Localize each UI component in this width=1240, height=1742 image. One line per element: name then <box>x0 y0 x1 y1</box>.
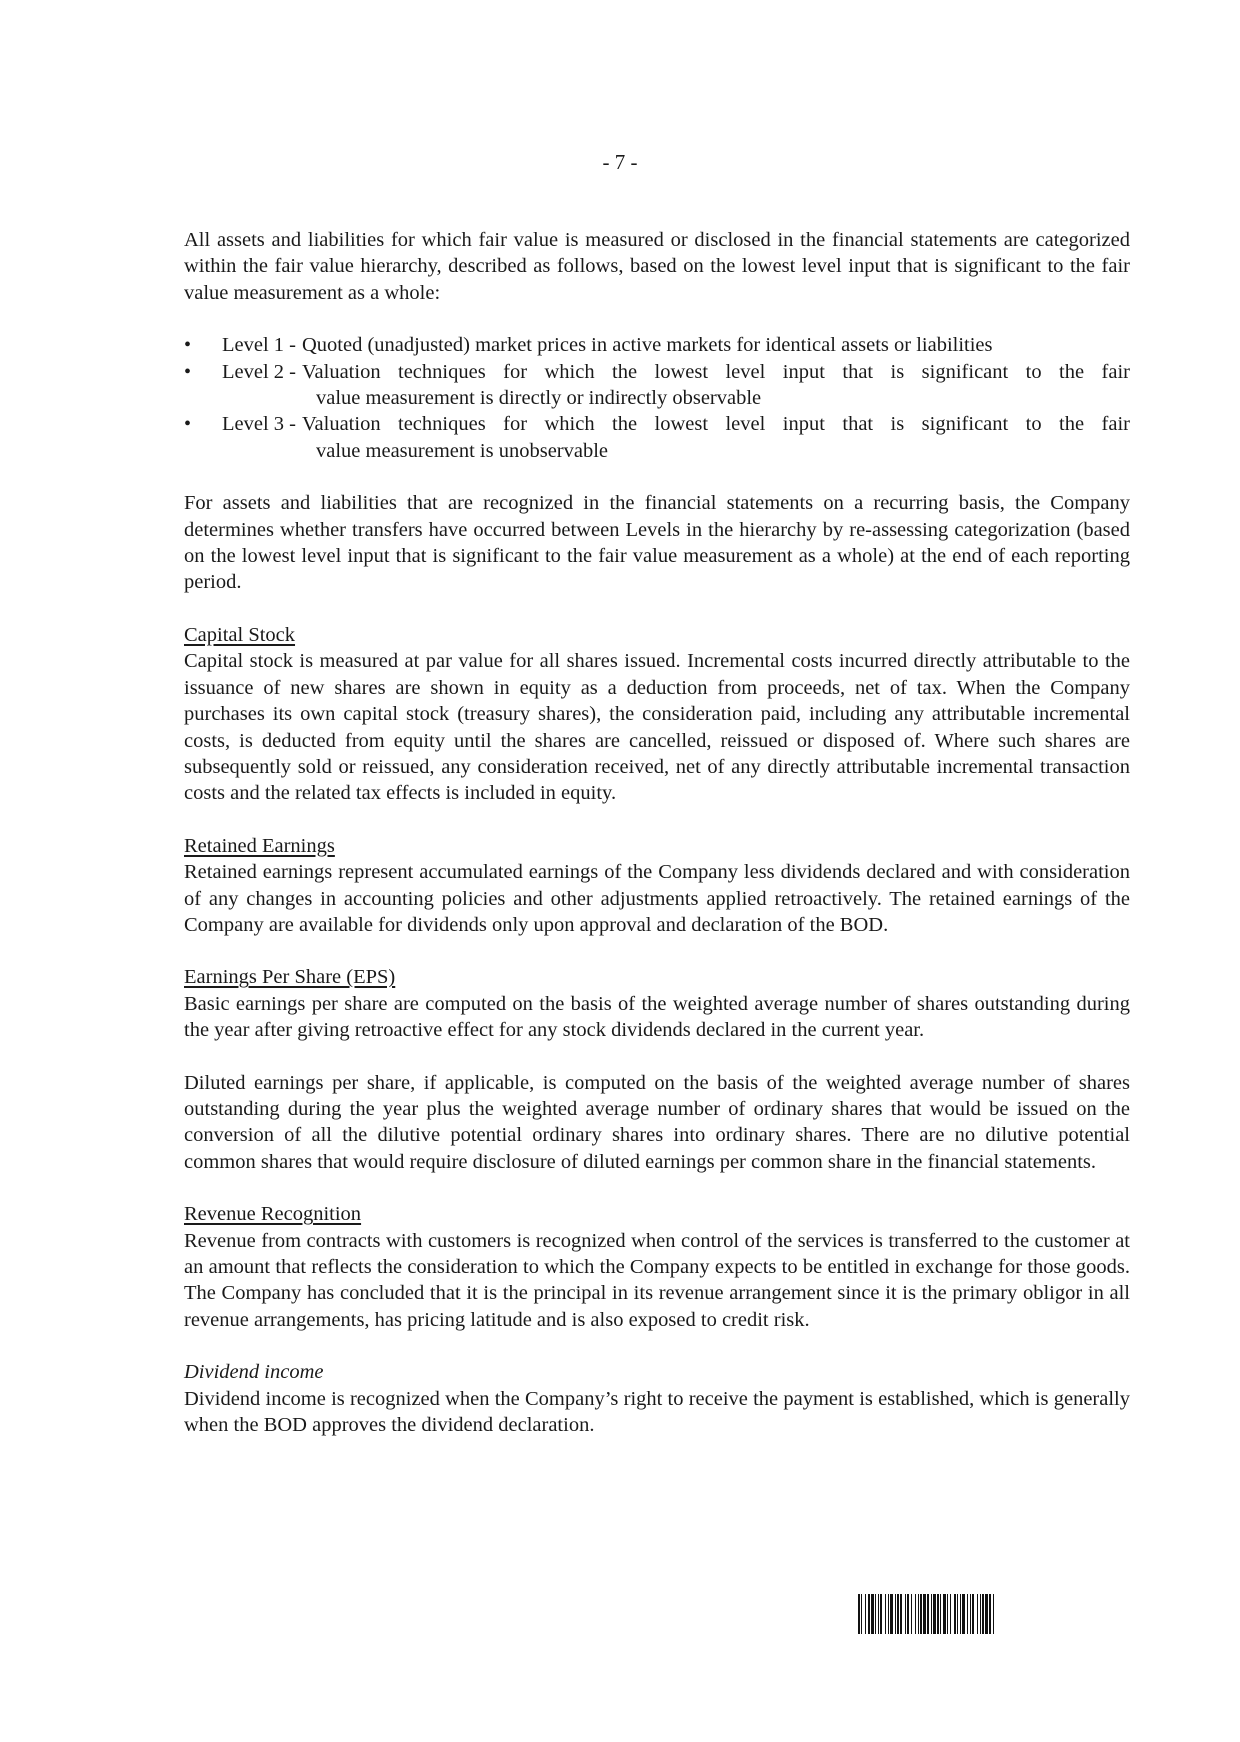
level-label: • Level 2 - <box>222 360 296 383</box>
capital-stock-paragraph: Capital stock is measured at par value for all shares issued. Incremental costs incurred directly attributable to the issuance of new shares are shown in equity as a deduction from proceeds, net of tax. When the Company purchases its own capital stock (treasury shares), the consideration paid, including any attributable incremental costs, is deducted from equity until the shares are cancelled, reissued or disposed of. Where such shares are subsequently sold or reissued, any consideration received, net of any directly attributable incremental transaction costs and the related tax effects is included in equity. <box>184 650 1130 805</box>
revenue-recognition-paragraph: Revenue from contracts with customers is recognized when control of the services is transferred to the customer at an amount that reflects the consideration to which the Company expects to be entitled in exchange for those goods. The Company has concluded that it is the principal in its revenue arrangement since it is the primary obligor in all revenue arrangements, has pricing latitude and is also exposed to credit risk. <box>184 1229 1130 1331</box>
level-label: • Level 3 - <box>222 413 296 436</box>
list-item <box>184 332 1130 358</box>
section-heading-dividend-income: Dividend income <box>184 1361 324 1384</box>
diluted-eps-paragraph: Diluted earnings per share, if applicable, is computed on the basis of the weighted average number of shares outstanding during the year plus the weighted average number of ordinary shares that would be issued on the conversion of all the dilutive potential ordinary shares into ordinary shares. There are no dilutive potential common shares that would require disclosure of diluted earnings per common share in the financial statements. <box>184 1071 1130 1173</box>
section-heading-eps: Earnings Per Share (EPS) <box>184 966 396 989</box>
section-heading-revenue-recognition: Revenue Recognition <box>184 1203 362 1226</box>
level-text: Quoted (unadjusted) market prices in active markets for identical assets or liabilities <box>302 334 993 357</box>
section-heading-retained-earnings: Retained Earnings <box>184 834 335 857</box>
dividend-income-paragraph: Dividend income is recognized when the Company’s right to receive the payment is established, which is generally when the BOD approves the dividend declaration. <box>184 1387 1130 1437</box>
list-item <box>184 359 1130 412</box>
recurring-basis-paragraph: For assets and liabilities that are recognized in the financial statements on a recurring basis, the Company determines whether transfers have occurred between Levels in the hierarchy by re-assessing categorization (based on the lowest level input that is significant to the fair value measurement as a whole) at the end of each reporting period. <box>184 492 1130 594</box>
basic-eps-paragraph: Basic earnings per share are computed on the basis of the weighted average number of shares outstanding during the year after giving retroactive effect for any stock dividends declared in the current year. <box>184 992 1130 1042</box>
intro-paragraph: All assets and liabilities for which fair value is measured or disclosed in the financial statements are categorized within the fair value hierarchy, described as follows, based on the lowest level input that is significant to the fair value measurement as a whole: <box>184 229 1130 304</box>
fair-value-levels-list <box>184 332 1130 464</box>
level-text-continuation: value measurement is unobservable <box>316 439 609 462</box>
level-label: • Level 1 - <box>222 334 296 357</box>
level-text-continuation: value measurement is directly or indirectly observable <box>316 387 762 410</box>
list-item <box>184 411 1130 464</box>
page-body <box>184 227 1130 1438</box>
barcode-image <box>858 1594 1124 1634</box>
retained-earnings-paragraph: Retained earnings represent accumulated earnings of the Company less dividends declared and with consideration of any changes in accounting policies and other adjustments applied retroactively. The retained earnings of the Company are available for dividends only upon approval and declaration of the BOD. <box>184 861 1130 936</box>
page-number: - 7 - <box>602 150 638 174</box>
level-text: Valuation techniques for which the lowest level input that is significant to the fair <box>302 360 1130 383</box>
level-text: Valuation techniques for which the lowest level input that is significant to the fair <box>302 413 1130 436</box>
section-heading-capital-stock: Capital Stock <box>184 623 296 646</box>
